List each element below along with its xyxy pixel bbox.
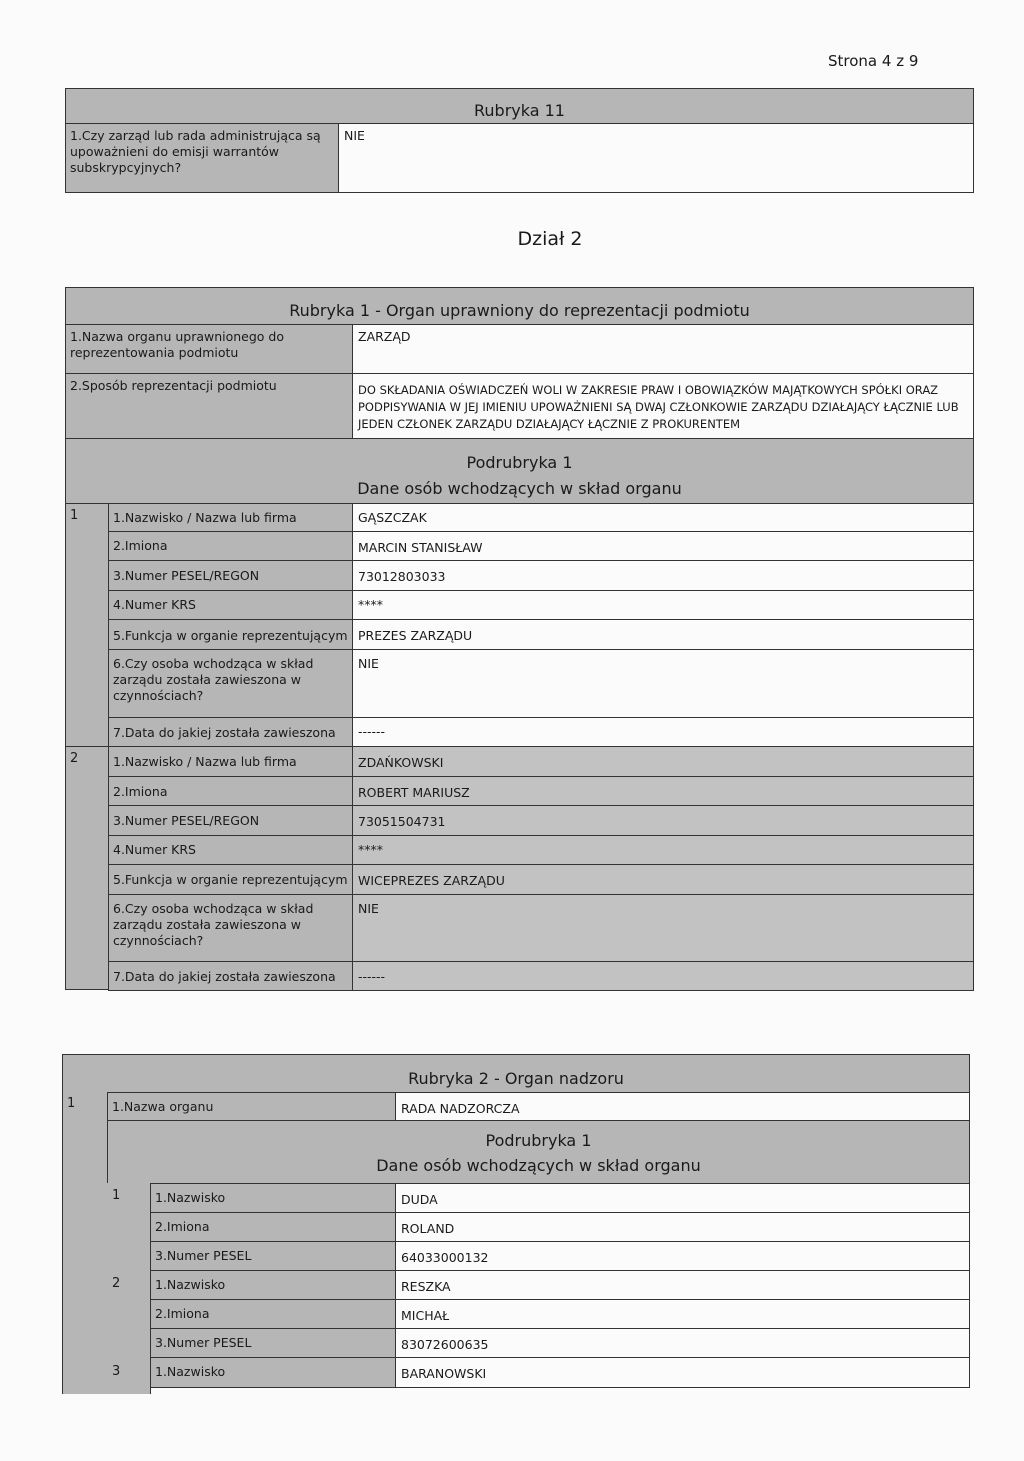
nazwisko-label: 1.Nazwisko — [150, 1183, 396, 1213]
podrubryka1-header — [65, 438, 974, 504]
person-number: 2 — [65, 746, 109, 990]
funkcja-label: 5.Funkcja w organie reprezentującym — [108, 619, 353, 650]
krs-label: 4.Numer KRS — [108, 590, 353, 620]
rubryka11-header — [65, 88, 974, 124]
data-label: 7.Data do jakiej została zawieszona — [108, 717, 353, 747]
funkcja-label: 5.Funkcja w organie reprezentującym — [108, 864, 353, 895]
zawieszona-label: 6.Czy osoba wchodząca w skład zarządu została zawieszona w czynnościach? — [108, 649, 353, 718]
nazwisko-label: 1.Nazwisko — [150, 1357, 396, 1388]
pesel-value: 73012803033 — [352, 560, 974, 591]
data-label: 7.Data do jakiej została zawieszona — [108, 961, 353, 991]
sposob-label: 2.Sposób reprezentacji podmiotu — [65, 373, 353, 439]
nazwisko-value: DUDA — [395, 1183, 970, 1213]
pesel-value: 73051504731 — [352, 805, 974, 836]
pesel-label: 3.Numer PESEL — [150, 1241, 396, 1271]
rubryka11-answer: NIE — [338, 123, 974, 193]
page-number: Strona 4 z 9 — [828, 52, 919, 70]
sposob-value: DO SKŁADANIA OŚWIADCZEŃ WOLI W ZAKRESIE PRAW I OBOWIĄZKÓW MAJĄTKOWYCH SPÓŁKI ORAZ PODPISYWANIA W JEJ IMIENIU UPOWAŻNIENI SĄ DWAJ CZŁONKOWIE ZARZĄDU DZIAŁAJĄCY ŁĄCZNIE LUB JEDEN CZŁONEK ZARZĄDU DZIAŁAJĄCY ŁĄCZNIE Z PROKURENTEM — [352, 373, 974, 439]
pesel-value: 83072600635 — [395, 1328, 970, 1358]
rubryka1-header — [65, 287, 974, 325]
nazwisko-value: ZDAŃKOWSKI — [352, 746, 974, 777]
pesel-label: 3.Numer PESEL — [150, 1328, 396, 1358]
pesel-label: 3.Numer PESEL/REGON — [108, 805, 353, 836]
nazwisko-label: 1.Nazwisko / Nazwa lub firma — [108, 746, 353, 777]
organ-value: ZARZĄD — [352, 324, 974, 374]
zawieszona-value: NIE — [352, 649, 974, 718]
zawieszona-value: NIE — [352, 894, 974, 962]
krs-label: 4.Numer KRS — [108, 835, 353, 865]
imiona-label: 2.Imiona — [150, 1212, 396, 1242]
nazwisko-value: RESZKA — [395, 1270, 970, 1300]
podrubryka1-subtitle: Dane osób wchodzących w skład organu — [376, 1156, 701, 1175]
rubryka2-header — [62, 1054, 970, 1093]
podrubryka1-subtitle: Dane osób wchodzących w skład organu — [357, 479, 682, 498]
podrubryka1-header — [107, 1120, 970, 1184]
section-title — [0, 228, 1024, 250]
organ-label: 1.Nazwa organu uprawnionego do reprezentowania podmiotu — [65, 324, 353, 374]
person-number: 2 — [112, 1276, 121, 1291]
organ-value: RADA NADZORCZA — [395, 1092, 970, 1121]
podrubryka1-title: Podrubryka 1 — [466, 453, 573, 472]
organ-label: 1.Nazwa organu — [107, 1092, 396, 1121]
imiona-value: MARCIN STANISŁAW — [352, 531, 974, 561]
imiona-value: MICHAŁ — [395, 1299, 970, 1329]
person-number: 1 — [112, 1188, 121, 1203]
rubryka1-title: Rubryka 1 - Organ uprawniony do reprezentacji podmiotu — [289, 301, 750, 320]
imiona-value: ROLAND — [395, 1212, 970, 1242]
person-number: 1 — [65, 503, 109, 747]
pesel-label: 3.Numer PESEL/REGON — [108, 560, 353, 591]
pesel-value: 64033000132 — [395, 1241, 970, 1271]
imiona-label: 2.Imiona — [108, 531, 353, 561]
nazwisko-label: 1.Nazwisko / Nazwa lub firma — [108, 503, 353, 532]
podrubryka1-title: Podrubryka 1 — [485, 1131, 592, 1150]
nazwisko-label: 1.Nazwisko — [150, 1270, 396, 1300]
rubryka2-title: Rubryka 2 - Organ nadzoru — [408, 1069, 624, 1088]
funkcja-value: WICEPREZES ZARZĄDU — [352, 864, 974, 895]
rubryka11-question: 1.Czy zarząd lub rada administrująca są upoważnieni do emisji warrantów subskrypcyjnych? — [65, 123, 339, 193]
imiona-value: ROBERT MARIUSZ — [352, 776, 974, 806]
data-value: ------ — [352, 717, 974, 747]
krs-value: **** — [352, 835, 974, 865]
person-number: 3 — [112, 1364, 121, 1379]
imiona-label: 2.Imiona — [108, 776, 353, 806]
rubryka11-title: Rubryka 11 — [474, 101, 565, 120]
nazwisko-value: BARANOWSKI — [395, 1357, 970, 1388]
imiona-label: 2.Imiona — [150, 1299, 396, 1329]
dzial-label: Dział 2 — [517, 228, 583, 250]
nazwisko-value: GĄSZCZAK — [352, 503, 974, 532]
data-value: ------ — [352, 961, 974, 991]
rubryka2-number: 1 — [62, 1092, 108, 1394]
funkcja-value: PREZES ZARZĄDU — [352, 619, 974, 650]
krs-value: **** — [352, 590, 974, 620]
zawieszona-label: 6.Czy osoba wchodząca w skład zarządu została zawieszona w czynnościach? — [108, 894, 353, 962]
